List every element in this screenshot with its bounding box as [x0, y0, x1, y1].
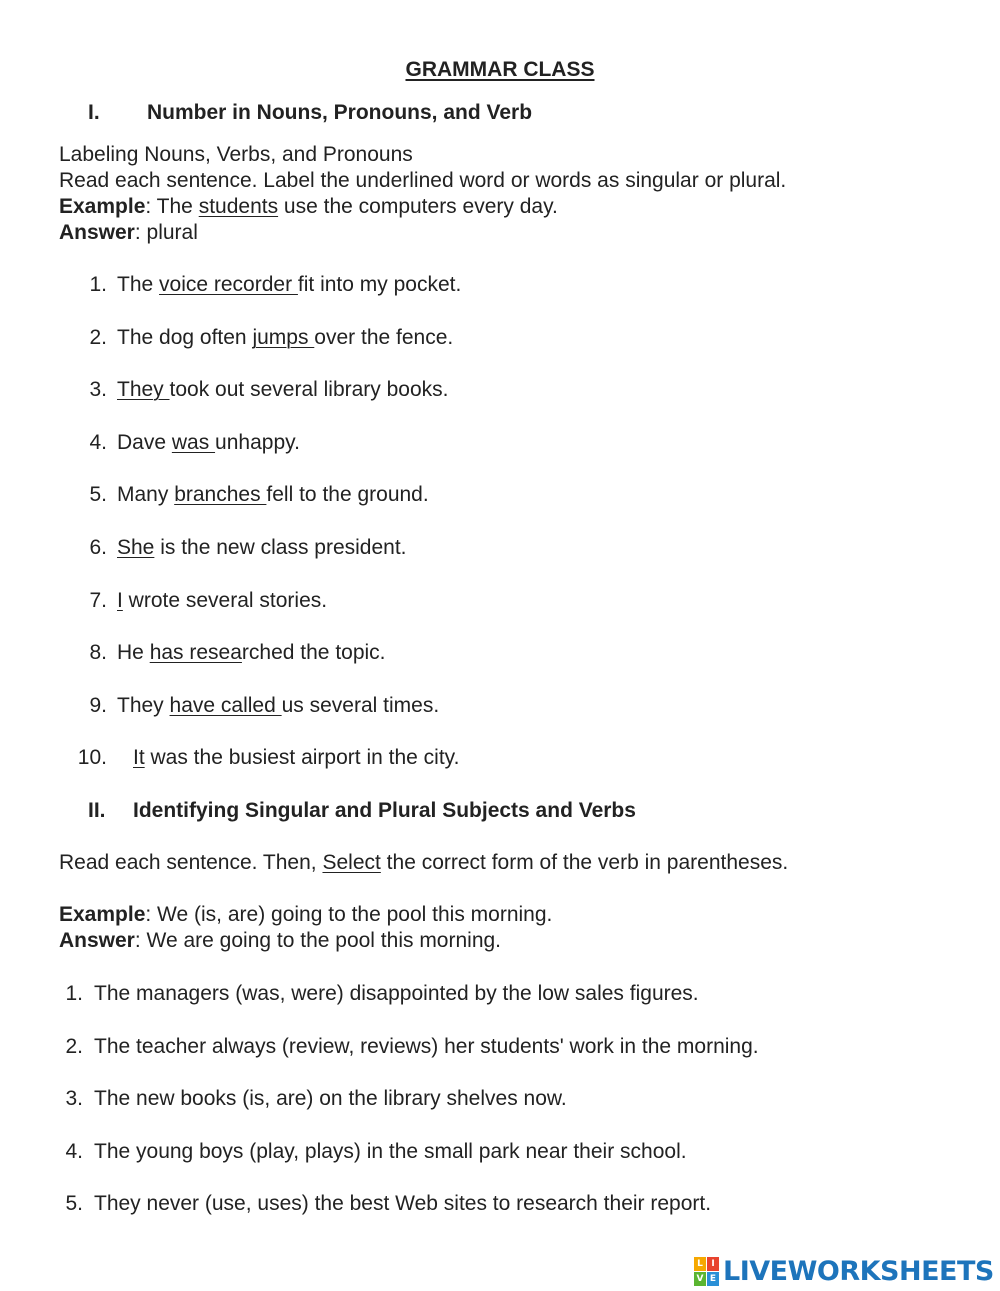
section-1-answer: Answer: plural [59, 221, 198, 244]
section-2-answer: Answer: We are going to the pool this morning. [59, 929, 502, 952]
liveworksheets-logo [694, 1256, 994, 1287]
item-number: 5. [65, 1192, 83, 1215]
underlined-word: was [171, 431, 216, 454]
item-number: 10. [77, 746, 107, 769]
item-number: 1. [65, 982, 83, 1005]
item-number: 4. [89, 431, 107, 454]
item-number: 3. [65, 1087, 83, 1110]
example-label: Example [59, 903, 146, 926]
underlined-word: jumps [252, 326, 315, 349]
underlined-word: voice recorder [159, 273, 298, 296]
underlined-word: She [117, 536, 155, 559]
item-sentence: It was the busiest airport in the city. [133, 746, 460, 769]
section-2-heading: Identifying Singular and Plural Subjects and Verbs [133, 799, 636, 822]
item-number: 5. [89, 483, 107, 506]
underlined-word: have called [169, 694, 282, 717]
logo-blocks-icon: L I V E [694, 1257, 719, 1286]
item-number: 3. [89, 378, 107, 401]
item-sentence: He has researched the topic. [117, 641, 386, 664]
item-number: 7. [89, 589, 107, 612]
underlined-word: branches [174, 483, 267, 506]
item-sentence: They took out several library books. [117, 378, 449, 401]
page-title: GRAMMAR CLASS [405, 58, 595, 81]
section-1-instruction: Read each sentence. Label the underlined word or words as singular or plural. [59, 169, 787, 192]
item-sentence: She is the new class president. [117, 536, 407, 559]
item-sentence: Many branches fell to the ground. [117, 483, 429, 506]
item-number: 6. [89, 536, 107, 559]
underlined-word: They [117, 378, 170, 401]
logo-text: LIVEWORKSHEETS [723, 1256, 994, 1287]
section-2-numeral: II. [88, 799, 106, 822]
section-1-example: Example: The students use the computers every day. [59, 195, 558, 218]
underlined-word: It [133, 746, 145, 769]
item-number: 2. [65, 1035, 83, 1058]
section-2-example: Example: We (is, are) going to the pool this morning. [59, 903, 553, 926]
item-sentence: They have called us several times. [117, 694, 440, 717]
example-underlined-word: students [198, 195, 279, 218]
item-sentence: The managers (was, were) disappointed by the low sales figures. [94, 982, 699, 1005]
item-sentence: The voice recorder fit into my pocket. [117, 273, 462, 296]
item-number: 1. [89, 273, 107, 296]
underlined-word: I [117, 589, 123, 612]
item-number: 4. [65, 1140, 83, 1163]
item-number: 9. [89, 694, 107, 717]
item-sentence: Dave was unhappy. [117, 431, 300, 454]
item-number: 2. [89, 326, 107, 349]
section-1-numeral: I. [88, 101, 100, 124]
answer-label: Answer [59, 221, 135, 244]
item-sentence: The young boys (play, plays) in the small park near their school. [94, 1140, 687, 1163]
item-sentence: I wrote several stories. [117, 589, 328, 612]
example-label: Example [59, 195, 146, 218]
section-2-instruction: Read each sentence. Then, Select the correct form of the verb in parentheses. [59, 851, 789, 874]
item-sentence: They never (use, uses) the best Web sites to research their report. [94, 1192, 712, 1215]
item-sentence: The teacher always (review, reviews) her students' work in the morning. [94, 1035, 759, 1058]
select-underlined-word: Select [322, 851, 381, 874]
underlined-word: has resea [149, 641, 242, 664]
section-1-heading: Number in Nouns, Pronouns, and Verb [147, 101, 533, 124]
item-number: 8. [89, 641, 107, 664]
answer-label: Answer [59, 929, 135, 952]
section-1-subtitle: Labeling Nouns, Verbs, and Pronouns [59, 143, 413, 166]
item-sentence: The dog often jumps over the fence. [117, 326, 454, 349]
item-sentence: The new books (is, are) on the library shelves now. [94, 1087, 567, 1110]
